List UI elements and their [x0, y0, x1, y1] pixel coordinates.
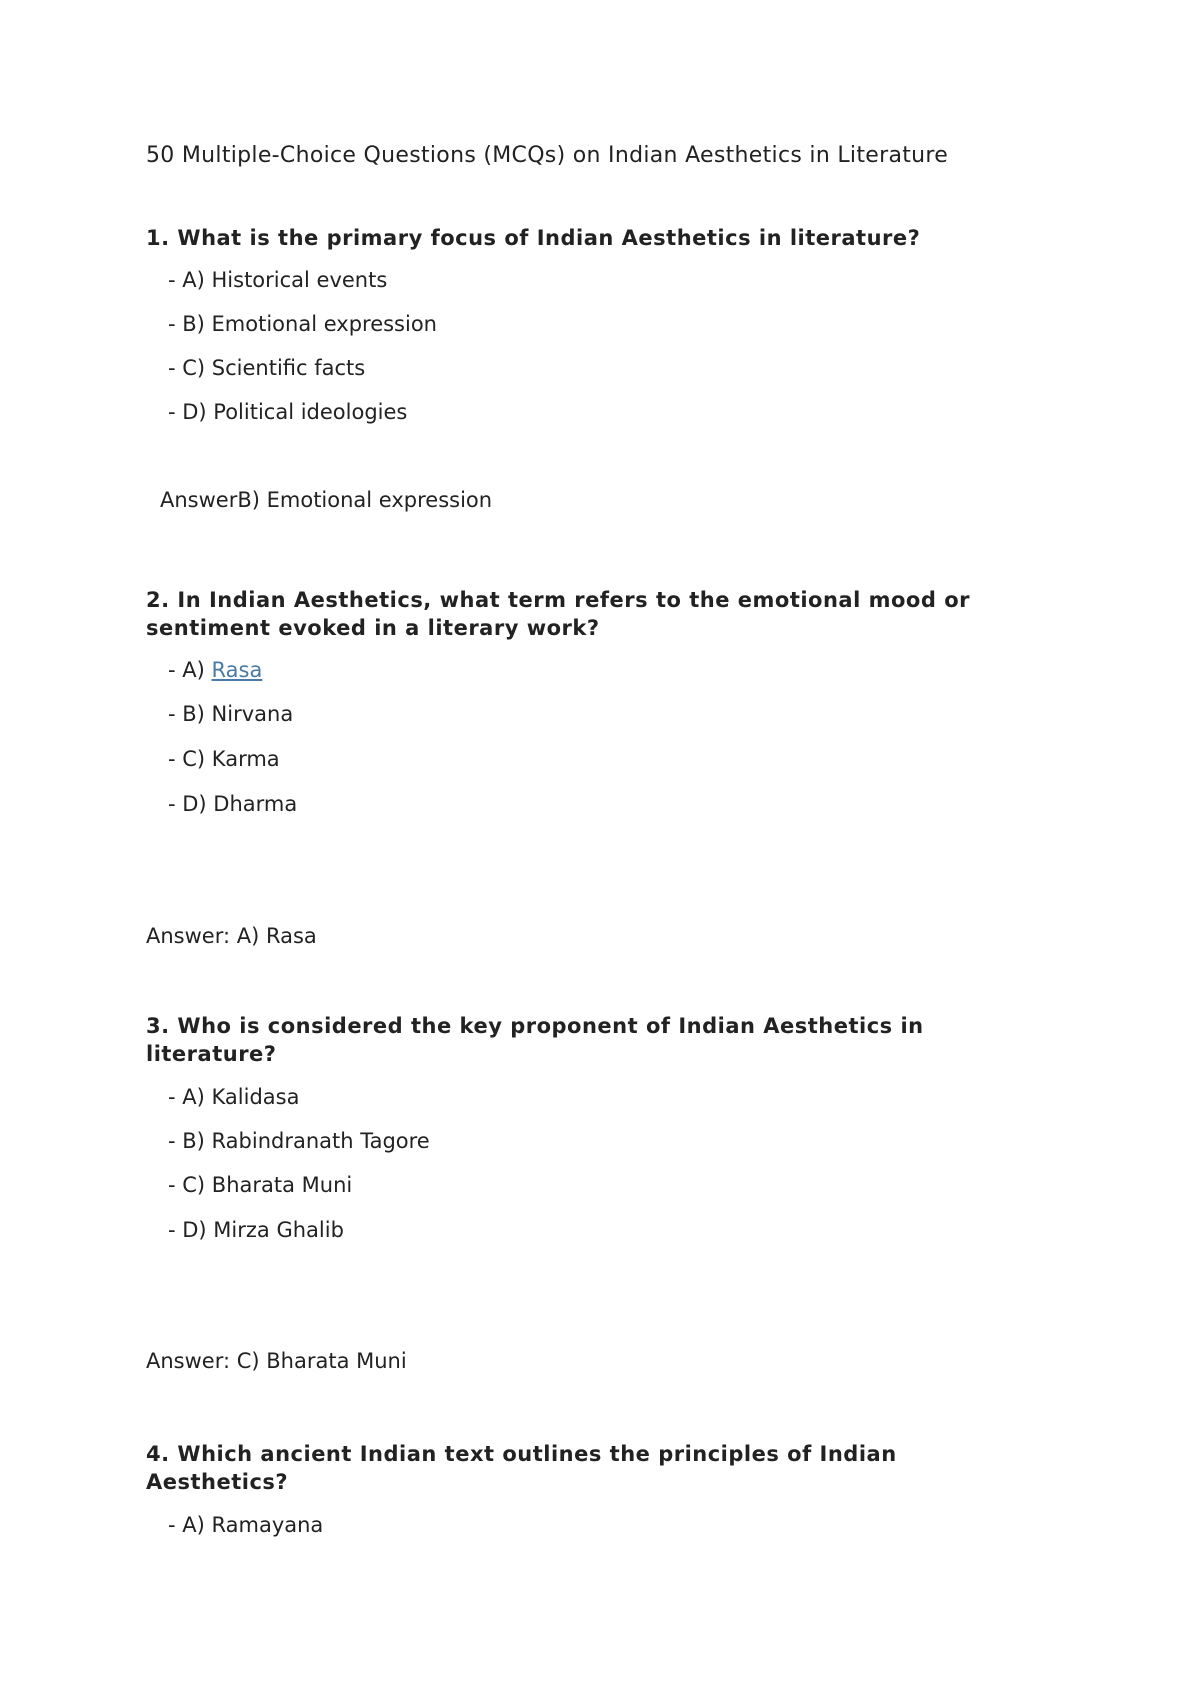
question-2-option-c: - C) Karma — [168, 747, 280, 771]
question-4-option-a: - A) Ramayana — [168, 1513, 324, 1537]
document-title: 50 Multiple-Choice Questions (MCQs) on Indian Aesthetics in Literature — [146, 143, 949, 168]
question-3-option-a: - A) Kalidasa — [168, 1085, 300, 1109]
question-4-text: 4. Which ancient Indian text outlines the principles of Indian Aesthetics? — [146, 1442, 897, 1494]
question-3-answer: Answer: C) Bharata Muni — [146, 1349, 407, 1373]
question-3-text: 3. Who is considered the key proponent of Indian Aesthetics in literature? — [146, 1014, 924, 1066]
question-1-text: 1. What is the primary focus of Indian Aesthetics in literature? — [146, 226, 921, 250]
question-1-option-c: - C) Scientific facts — [168, 356, 366, 380]
rasa-link[interactable]: Rasa — [211, 658, 263, 682]
question-3-option-b: - B) Rabindranath Tagore — [168, 1129, 430, 1153]
question-2-text: 2. In Indian Aesthetics, what term refers to the emotional mood or sentiment evoked in a literary work? — [146, 588, 970, 640]
question-2-option-a: - A) Rasa — [168, 658, 263, 682]
question-2-option-b: - B) Nirvana — [168, 702, 294, 726]
question-1-answer: AnswerB) Emotional expression — [160, 488, 493, 512]
question-2-answer: Answer: A) Rasa — [146, 924, 317, 948]
question-1-option-d: - D) Political ideologies — [168, 400, 408, 424]
question-3-option-c: - C) Bharata Muni — [168, 1173, 353, 1197]
question-1-option-b: - B) Emotional expression — [168, 312, 437, 336]
question-2-option-d: - D) Dharma — [168, 792, 298, 816]
question-1-option-a: - A) Historical events — [168, 268, 388, 292]
question-3-option-d: - D) Mirza Ghalib — [168, 1218, 344, 1242]
